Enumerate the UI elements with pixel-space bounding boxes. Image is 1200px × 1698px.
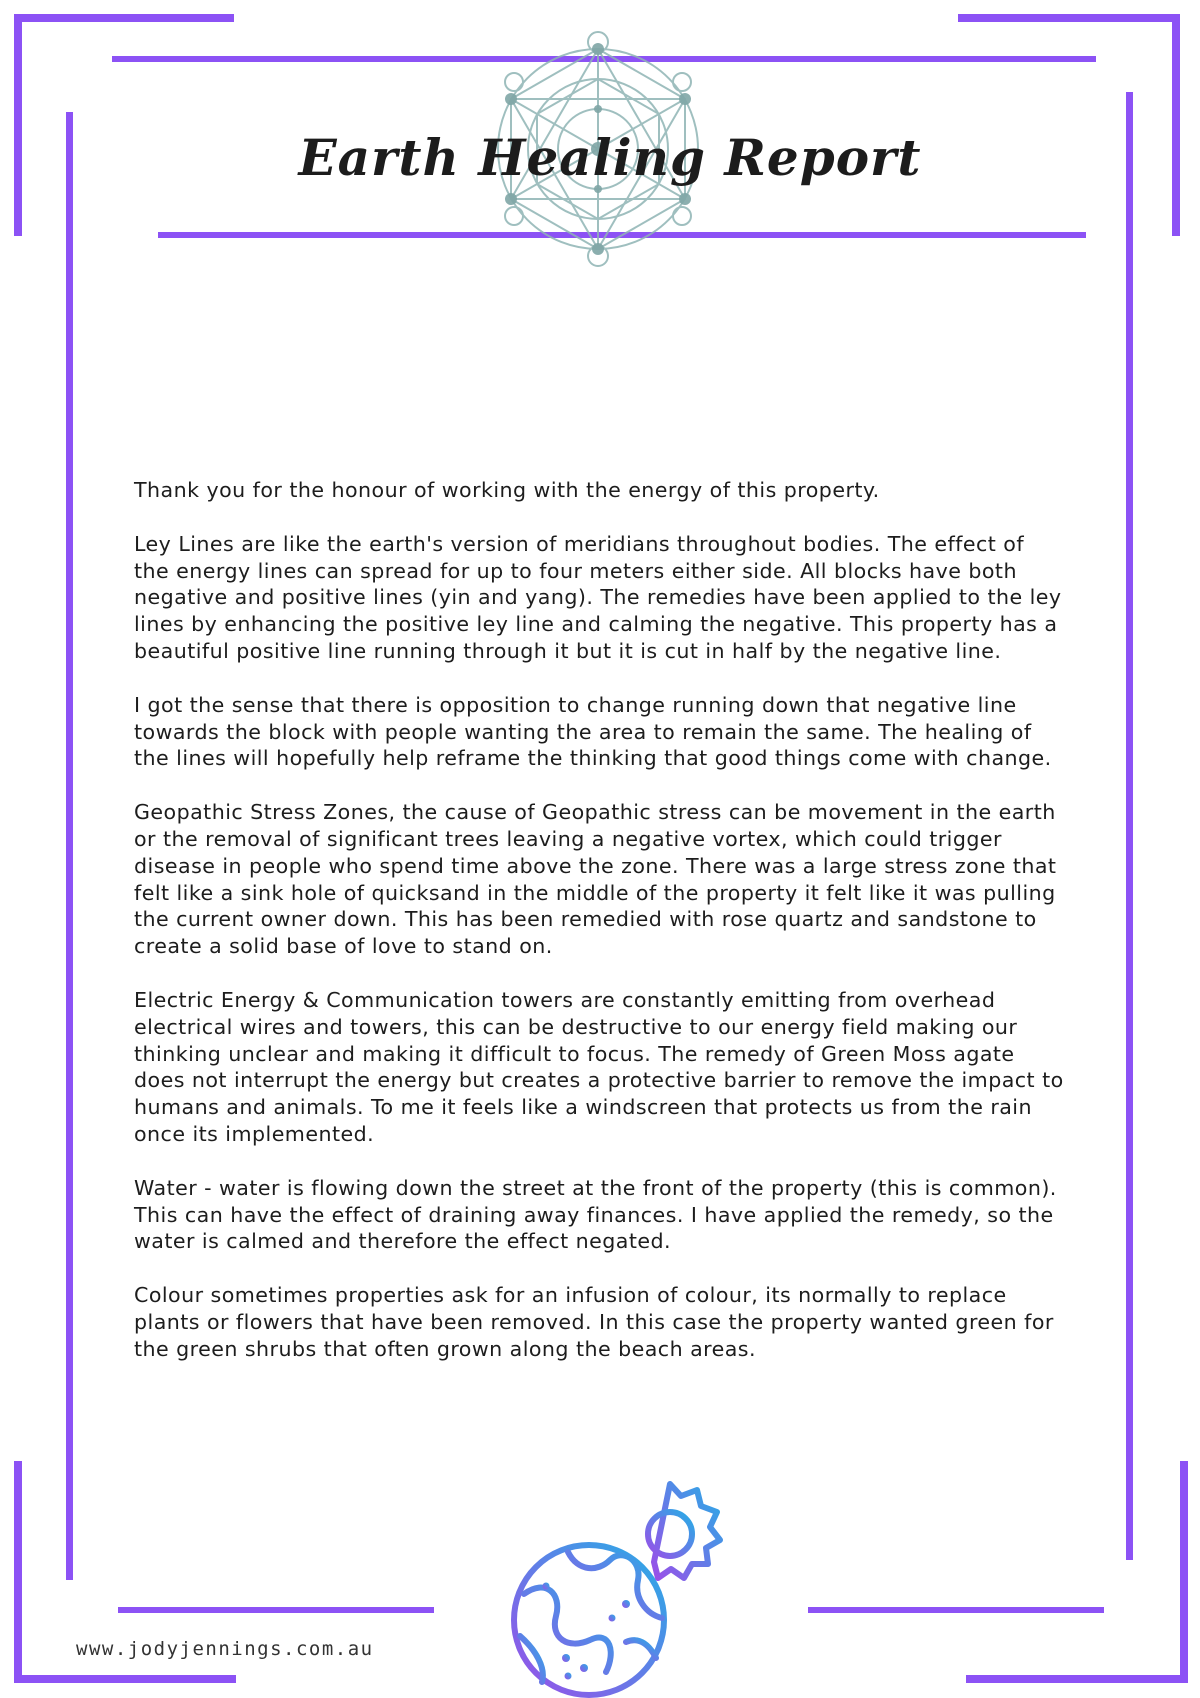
frame-inner-right-line [1126,92,1133,1560]
paragraph-opposition: I got the sense that there is opposition to change running down that negative line towards the block with people wanting the area to remain the same. The healing of the lines will hopefully help reframe the thinking that good things come with change. [134,692,1052,771]
paragraph-water: Water - water is flowing down the street at the front of the property (this is common). This can have the effect of draining away finances. I have applied the remedy, so the water is calmed and therefore the effect negated. [134,1175,1057,1254]
frame-bottom-right-vertical [1180,1461,1188,1683]
footer-left-line [118,1607,434,1613]
report-body [134,477,1064,1390]
paragraph-ley-lines: Ley Lines are like the earth's version of meridians throughout bodies. The effect of the energy lines can spread for up to four meters either side. All blocks have both negative and positive lines (yin and yang). The remedies have been applied to the ley lines by enhancing the positive ley line and calming the negative. This property has a beautiful positive line running through it but it is cut in half by the negative line. [134,531,1062,663]
frame-top-right-horizontal [958,14,1180,22]
paragraph-geopathic-stress: Geopathic Stress Zones, the cause of Geopathic stress can be movement in the earth or the removal of significant trees leaving a negative vortex, which could trigger disease in people who spend time above the zone. There was a large stress zone that felt like a sink hole of quicksand in the middle of the property it felt like it was pulling the current owner down. This has been remedied with rose quartz and sandstone to create a solid base of love to stand on. [134,800,1057,959]
paragraph-intro: Thank you for the honour of working with the energy of this property. [134,478,880,502]
frame-inner-left-line [66,112,73,1580]
planet-sun-icon [506,1468,746,1698]
paragraph-electric-energy: Electric Energy & Communication towers are constantly emitting from overhead electrical wires and towers, this can be destructive to our energy field making our thinking unclear and making it difficult to focus. The remedy of Green Moss agate does not interrupt the energy but creates a protective barrier to remove the impact to humans and animals. To me it feels like a windscreen that protects us from the rain once its implemented. [134,987,1064,1146]
frame-top-left-vertical [14,14,22,236]
frame-bottom-left-vertical [14,1461,22,1683]
footer-right-line [808,1607,1104,1613]
paragraph-colour: Colour sometimes properties ask for an infusion of colour, its normally to replace plants or flowers that have been removed. In this case the property wanted green for the green shrubs that often grown along the beach areas. [134,1283,1054,1361]
frame-top-left-horizontal [14,14,234,22]
website-url: www.jodyjennings.com.au [76,1638,374,1660]
page-title: Earth Healing Report [298,128,922,187]
frame-bottom-left-horizontal [14,1675,236,1683]
frame-bottom-right-horizontal [966,1675,1188,1683]
frame-top-right-vertical [1172,14,1180,236]
